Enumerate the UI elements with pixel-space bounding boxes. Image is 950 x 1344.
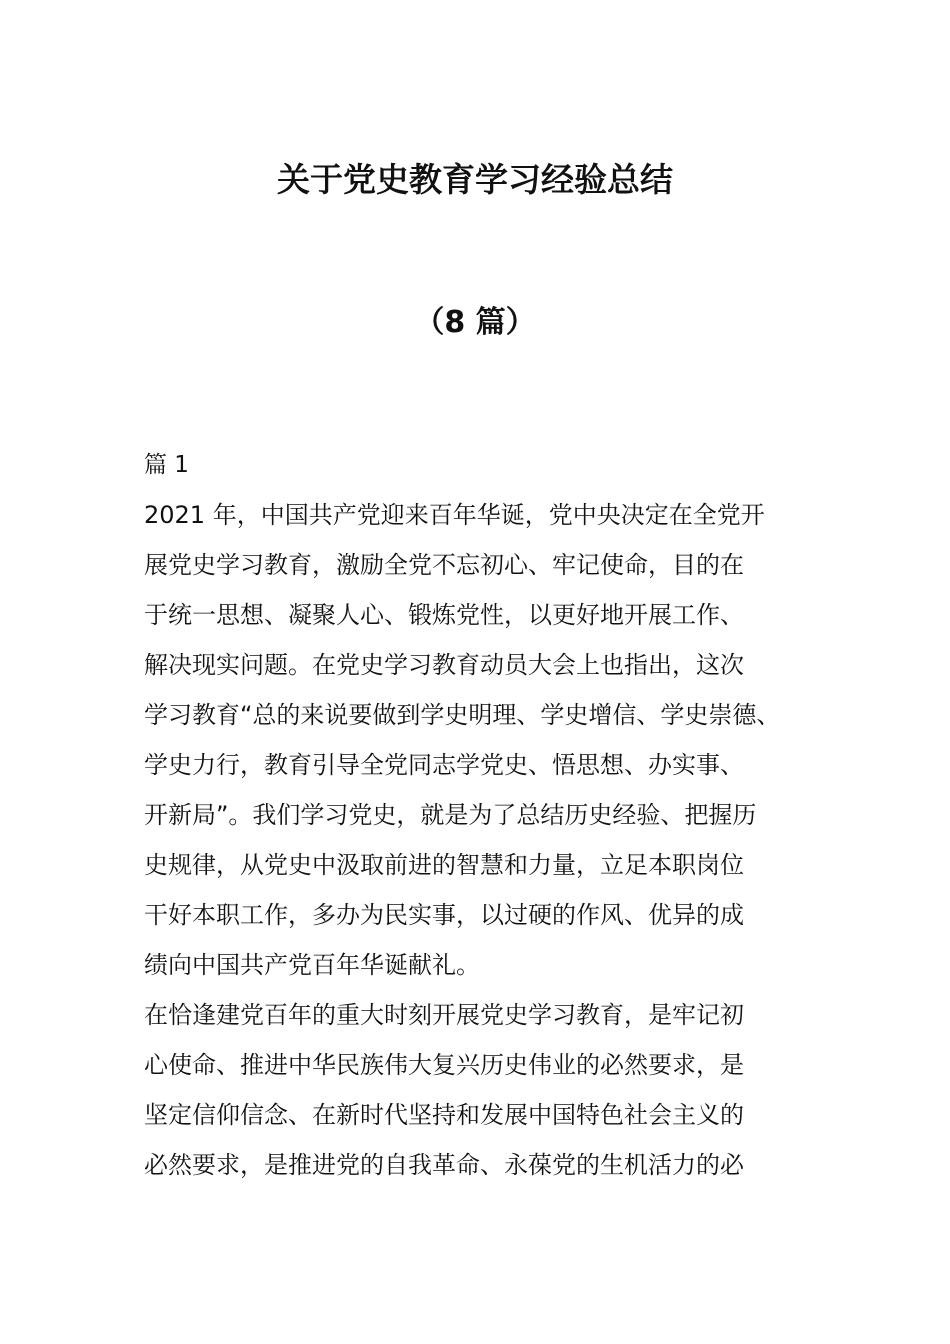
text-line: 学习教育“总的来说要做到学史明理、学史增信、学史崇德、 <box>144 701 781 729</box>
text-line: 绩向中国共产党百年华诞献礼。 <box>144 951 480 979</box>
document-body <box>144 440 824 1190</box>
text-line: 2021 年，中国共产党迎来百年华诞，党中央决定在全党开 <box>144 501 765 529</box>
document-subtitle: （8 篇） <box>414 305 536 340</box>
text-line: 开新局”。我们学习党史，就是为了总结历史经验、把握历 <box>144 801 757 829</box>
text-line: 学史力行，教育引导全党同志学党史、悟思想、办实事、 <box>144 751 744 779</box>
text-line: 于统一思想、凝聚人心、锻炼党性，以更好地开展工作、 <box>144 601 744 629</box>
text-line: 必然要求，是推进党的自我革命、永葆党的生机活力的必 <box>144 1151 744 1179</box>
text-line: 坚定信仰信念、在新时代坚持和发展中国特色社会主义的 <box>144 1101 744 1129</box>
text-line: 展党史学习教育，激励全党不忘初心、牢记使命，目的在 <box>144 551 744 579</box>
text-line: 心使命、推进中华民族伟大复兴历史伟业的必然要求，是 <box>144 1051 744 1079</box>
text-line: 干好本职工作，多办为民实事，以过硬的作风、优异的成 <box>144 901 744 929</box>
text-line: 史规律，从党史中汲取前进的智慧和力量，立足本职岗位 <box>144 851 744 879</box>
document-title: 关于党史教育学习经验总结 <box>277 160 673 199</box>
text-line: 解决现实问题。在党史学习教育动员大会上也指出，这次 <box>144 651 744 679</box>
text-line: 在恰逢建党百年的重大时刻开展党史学习教育，是牢记初 <box>144 1001 744 1029</box>
section-label: 篇 1 <box>144 452 189 478</box>
